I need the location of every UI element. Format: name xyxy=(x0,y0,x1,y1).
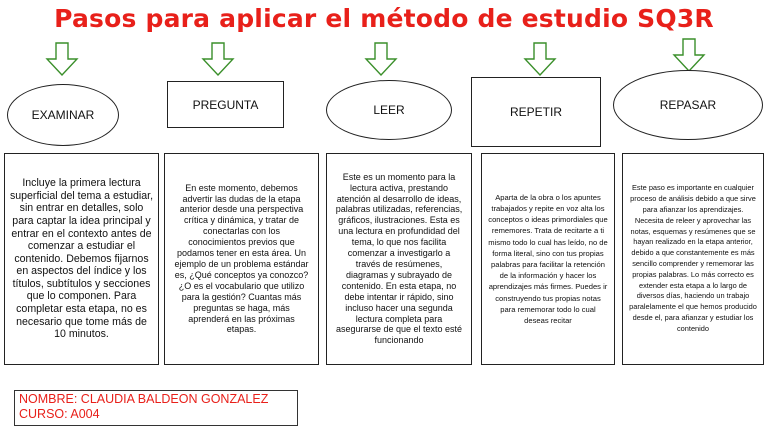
step-text: En este momento, debemos advertir las dudas de la etapa anterior desde una perspectiva crítica y dinámica, y tratar de conectarlas con los conocimientos previos que podamos tener en esta área. Un ejemplo de un problema estándar es, ¿Qué conceptos ya conozco? ¿O es el vocabulario que utilizo para la gestión? Cuantas más preguntas se haga, más aprenderá en las próximas etapas. xyxy=(174,182,309,335)
step-pregunta-heading xyxy=(167,81,284,128)
down-arrow-icon xyxy=(201,42,235,76)
author-info-box xyxy=(14,390,298,426)
step-leer-heading xyxy=(326,80,452,140)
step-text: Aparta de la obra o los apuntes trabajados y repite en voz alta los conceptos o ideas primordiales que rememores. Trata de recitarte a ti mismo todo lo cual has leído, no de forma literal, sino con tus propias palabras para facilitar la retención de la información y hacer los aprendizajes más firmes. Puedes ir construyendo tus propias notas para rememorar todo lo cual deseas recitar xyxy=(488,192,608,326)
step-pregunta-description xyxy=(164,153,319,365)
down-arrow-icon xyxy=(45,42,79,76)
step-label: EXAMINAR xyxy=(31,108,95,122)
step-label: REPASAR xyxy=(659,98,717,112)
course-code: CURSO: A004 xyxy=(19,407,100,421)
step-repasar-description xyxy=(622,153,764,365)
step-repetir-description xyxy=(481,153,615,365)
step-repasar-heading xyxy=(613,70,763,140)
step-examinar-description xyxy=(4,153,159,365)
step-examinar-heading xyxy=(7,84,119,146)
page-title: Pasos para aplicar el método de estudio SQ3R xyxy=(54,4,714,33)
step-label: LEER xyxy=(373,103,405,117)
step-leer-description xyxy=(326,153,472,365)
step-text: Incluye la primera lectura superficial del tema a estudiar, sin entrar en detalles, solo para captar la idea principal y entrar en el contexto antes de comenzar a estudiar el contenido. Debemos fijarnos en aspectos del índice y los títulos, subtítulos y secciones que lo componen. Para completar esta etapa, no es necesario que tome más de 10 minutos. xyxy=(9,177,154,341)
step-text: Este es un momento para la lectura activa, prestando atención al desarrollo de ideas, palabras utilizadas, referencias, gráficos, ilustraciones. Esta es una lectura en profundidad del tema, lo que nos facilita comenzar a investigarlo a través de resúmenes, diagramas y subrayado de contenido. En esta etapa, no debe intentar ir rápido, sino incluso hacer una segunda lectura completa para asegurarse de que el texto esté funcionando xyxy=(335,171,463,346)
step-label: PREGUNTA xyxy=(192,97,259,112)
step-text: Este paso es importante en cualquier proceso de análisis debido a que sirve para afianzar los aprendizajes. Necesita de releer y aprovechar las notas, esquemas y resúmenes que se hayan realizado en la etapa anterior, debido a que constantemente es más sencillo comprender y rememorar las propias palabras. Lo más correcto es extender esta etapa a lo largo de diversos días, haciendo un trabajo paralelamente el que hemos producido desde el, para afianzar y estudiar los contenido xyxy=(629,183,757,333)
step-repetir-heading xyxy=(471,77,601,147)
step-label: REPETIR xyxy=(509,105,562,119)
down-arrow-icon xyxy=(523,42,557,76)
down-arrow-icon xyxy=(364,42,398,76)
author-name: NOMBRE: CLAUDIA BALDEON GONZALEZ xyxy=(19,392,269,406)
down-arrow-icon xyxy=(672,38,706,72)
